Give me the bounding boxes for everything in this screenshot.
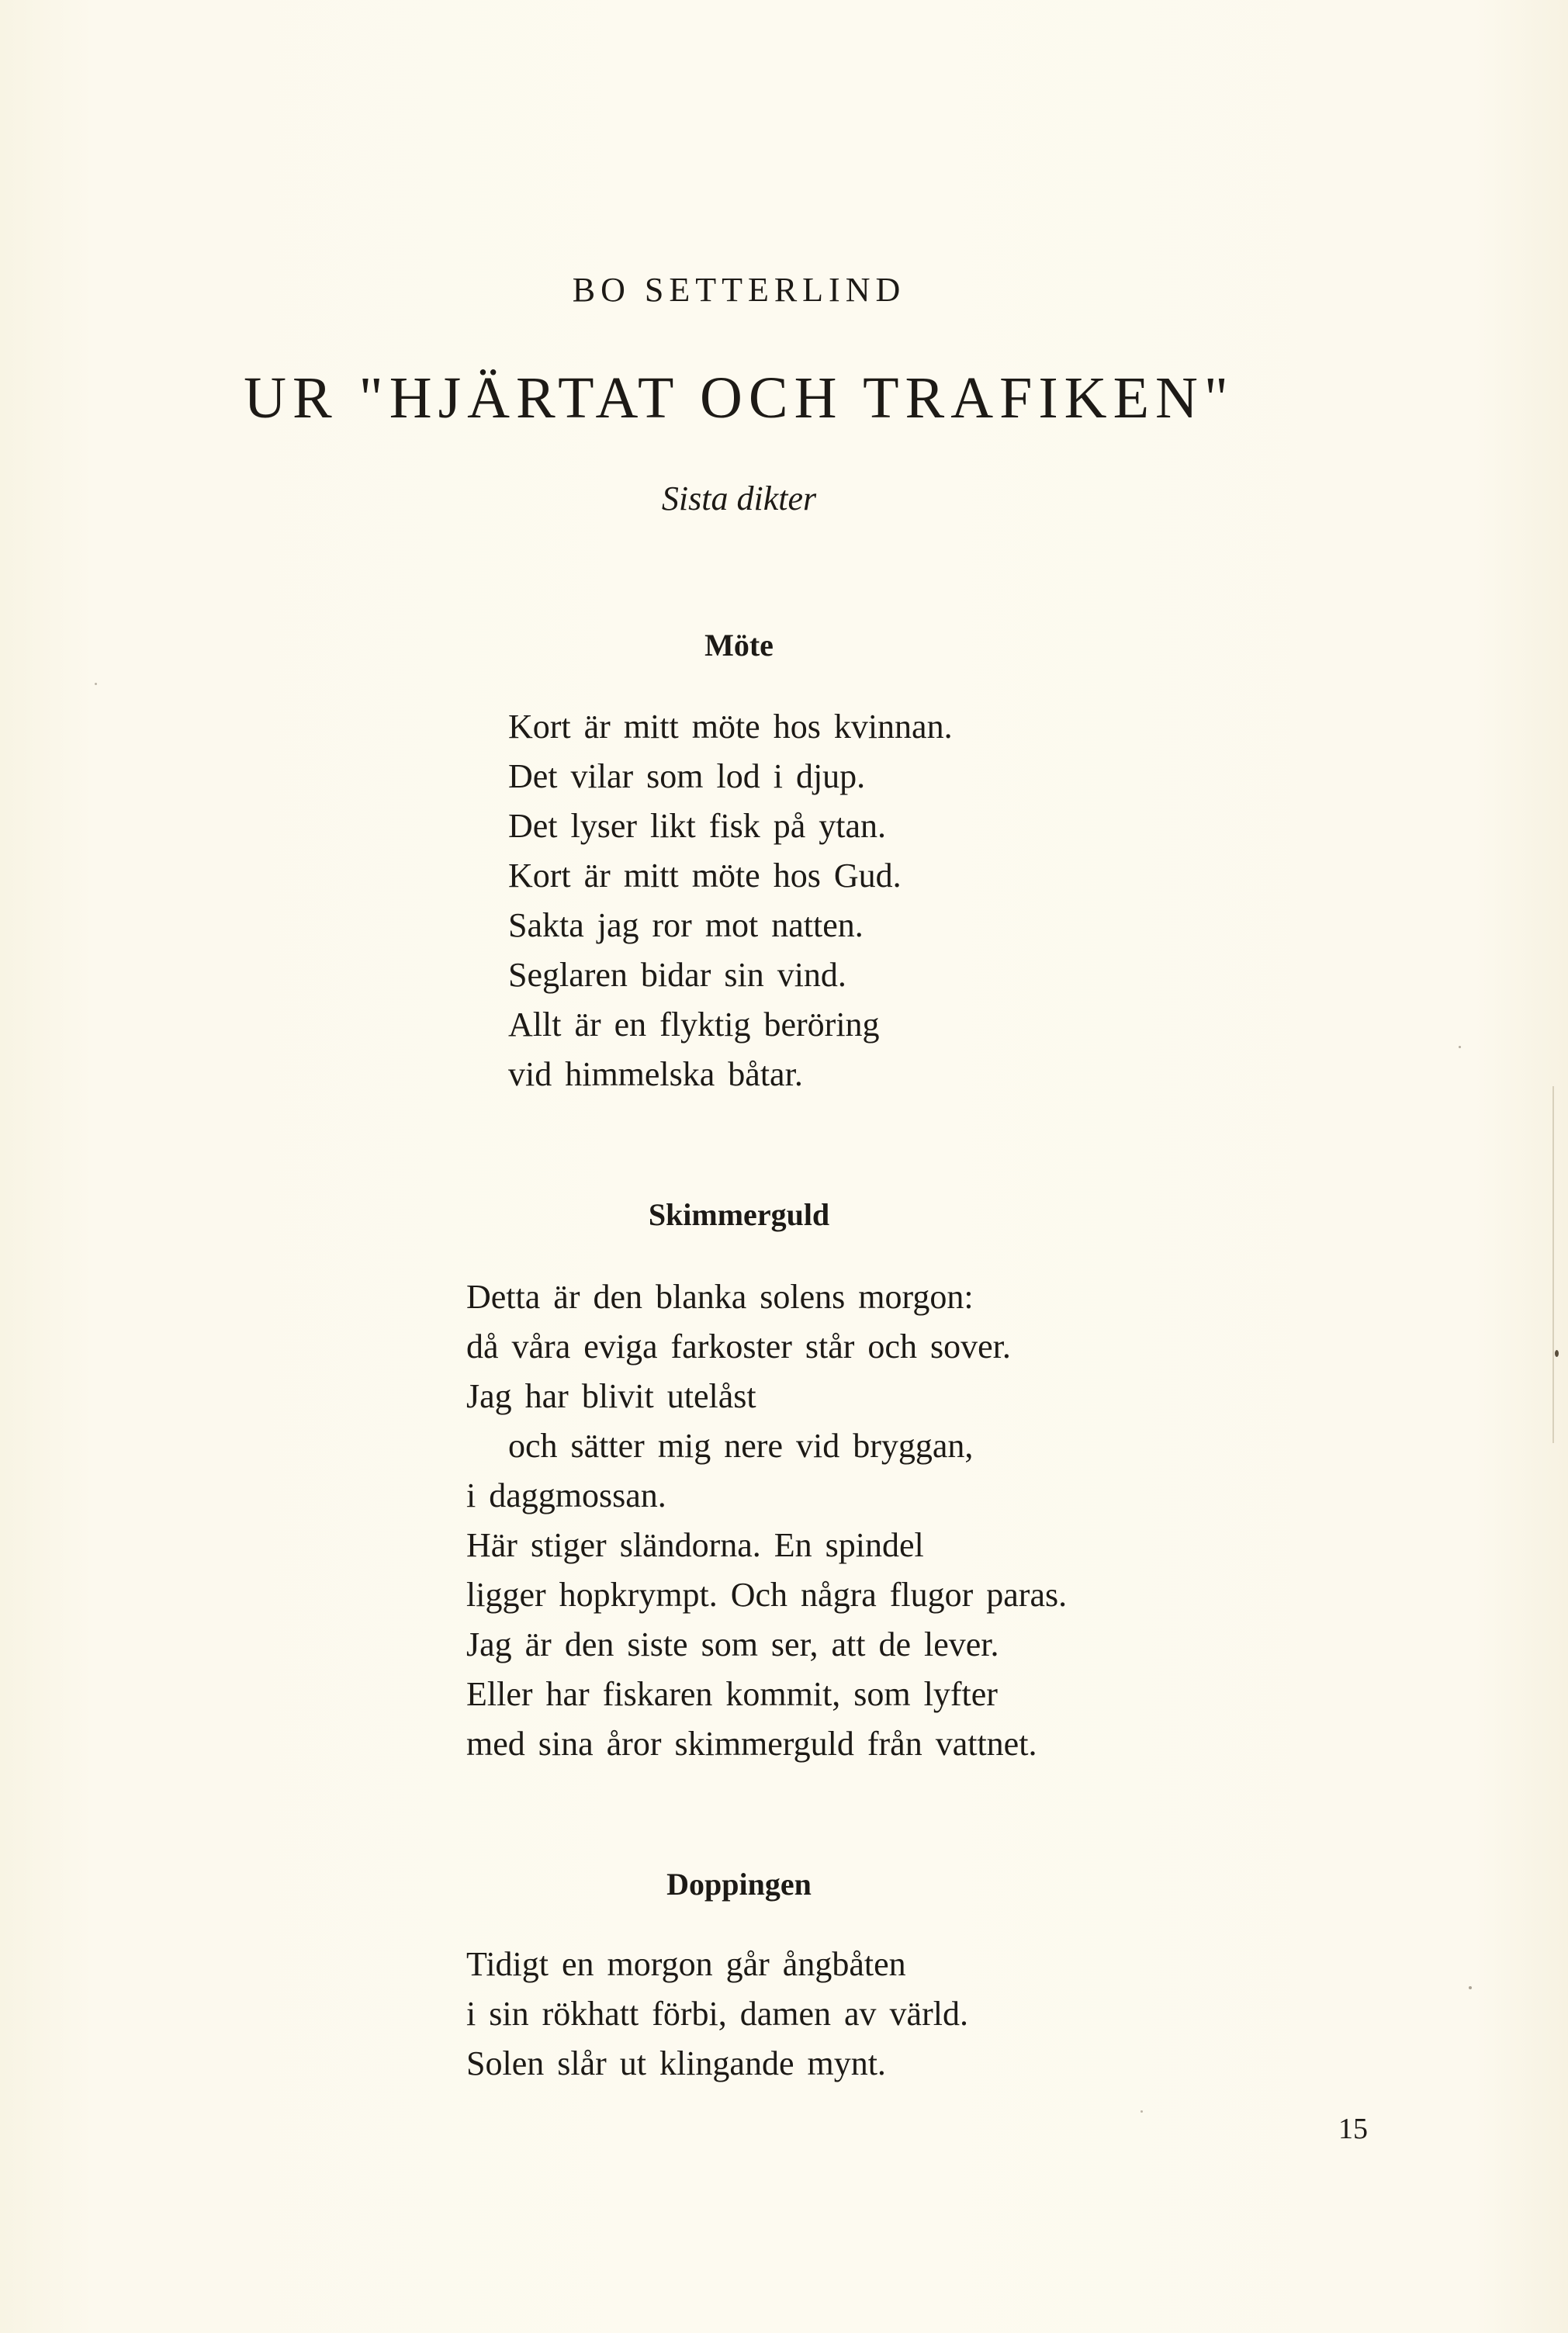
poem-line: Detta är den blanka solens morgon: — [466, 1278, 974, 1316]
poem-line: Seglaren bidar sin vind. — [508, 956, 846, 994]
author-name: BO SETTERLIND — [572, 271, 906, 309]
scan-speck — [95, 683, 97, 685]
poem-line: med sina åror skimmerguld från vattnet. — [466, 1725, 1037, 1763]
poem-line: i daggmossan. — [466, 1476, 666, 1514]
poem-title-doppingen: Doppingen — [666, 1867, 812, 1902]
scan-speck — [1141, 2110, 1143, 2113]
poem-line: Tidigt en morgon går ångbåten — [466, 1945, 906, 1983]
poem-line: och sätter mig nere vid bryggan, — [508, 1427, 974, 1465]
poem-line: Här stiger sländorna. En spindel — [466, 1526, 924, 1564]
scan-speck — [1555, 1350, 1559, 1357]
poem-body-skimmerguld — [466, 1272, 1067, 1769]
poem-title-skimmerguld: Skimmerguld — [648, 1197, 830, 1232]
poem-title-mote: Möte — [704, 628, 774, 663]
subtitle: Sista dikter — [661, 479, 817, 517]
poem-line: Det vilar som lod i djup. — [508, 757, 866, 795]
poem-line: ligger hopkrympt. Och några flugor paras. — [466, 1576, 1068, 1614]
poem-line: Sakta jag ror mot natten. — [508, 906, 864, 944]
poem-line: Kort är mitt möte hos kvinnan. — [508, 708, 953, 746]
poem-body-mote — [508, 702, 953, 1099]
page-number: 15 — [1338, 2113, 1368, 2145]
scan-edge-mark — [1552, 1086, 1554, 1443]
poem-line: Allt är en flyktig beröring — [508, 1006, 880, 1044]
poem-line: Jag är den siste som ser, att de lever. — [466, 1625, 999, 1663]
poem-line: Eller har fiskaren kommit, som lyfter — [466, 1675, 998, 1713]
scan-speck — [1459, 1046, 1461, 1048]
poem-line: i sin rökhatt förbi, damen av värld. — [466, 1995, 968, 2033]
poem-line: vid himmelska båtar. — [508, 1055, 803, 1093]
poem-body-doppingen — [466, 1940, 968, 2089]
poem-line: då våra eviga farkoster står och sover. — [466, 1327, 1011, 1366]
scan-speck — [1469, 1986, 1472, 1989]
poem-line: Kort är mitt möte hos Gud. — [508, 857, 902, 895]
poem-line: Solen slår ut klingande mynt. — [466, 2044, 886, 2082]
poem-line: Jag har blivit utelåst — [466, 1377, 756, 1415]
page-title: UR "HJÄRTAT OCH TRAFIKEN" — [244, 365, 1234, 431]
poem-line: Det lyser likt fisk på ytan. — [508, 807, 887, 845]
